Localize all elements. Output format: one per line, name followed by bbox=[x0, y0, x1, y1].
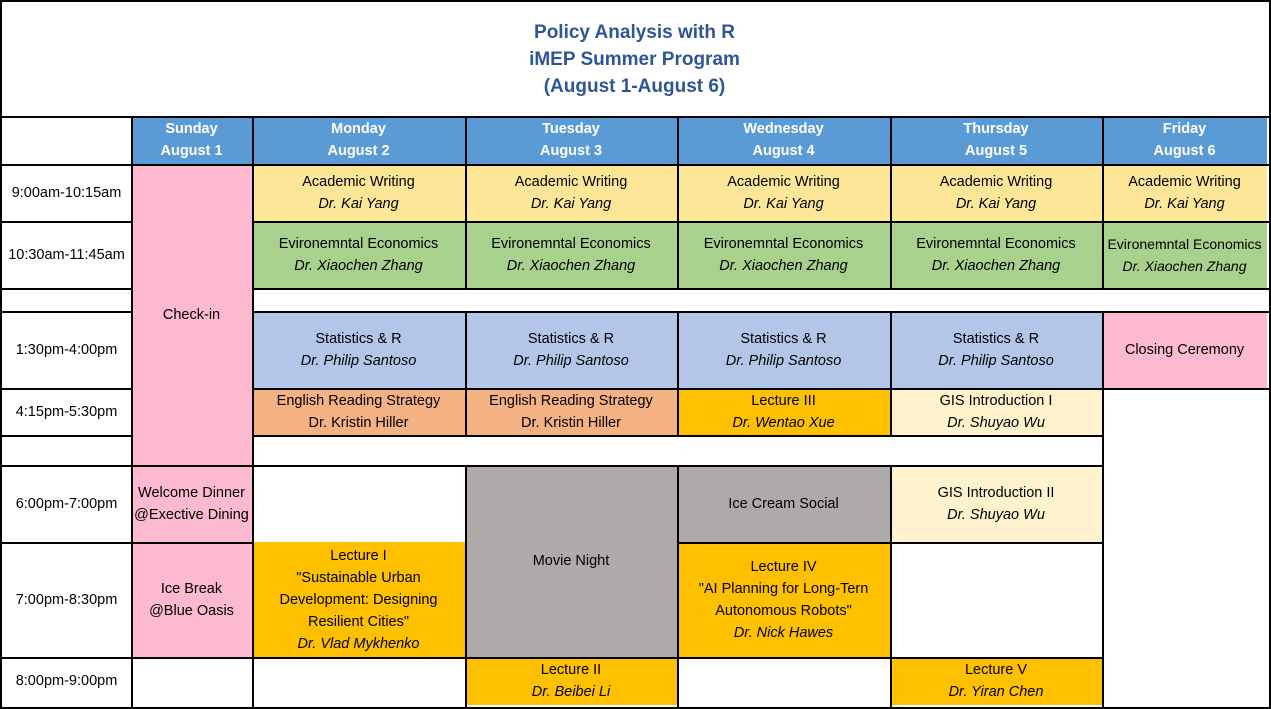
event-closing-ceremony bbox=[1102, 311, 1267, 388]
event-academic-writing bbox=[890, 164, 1102, 221]
event-academic-writing bbox=[1102, 164, 1267, 221]
day-date: August 5 bbox=[964, 143, 1028, 159]
grid-line bbox=[0, 311, 133, 313]
event-title: Academic Writing bbox=[939, 173, 1053, 190]
grid-line bbox=[677, 542, 1104, 544]
event-title: Lecture II bbox=[540, 662, 602, 678]
event-title: Evironemntal Economics bbox=[491, 235, 651, 252]
schedule-title bbox=[2, 2, 1267, 116]
event-title: English Reading Strategy bbox=[276, 392, 441, 409]
event-instructor: Dr. Kai Yang bbox=[318, 195, 399, 212]
event-title: Academic Writing bbox=[1128, 173, 1241, 190]
day-date: August 2 bbox=[327, 143, 390, 159]
grid-line bbox=[677, 116, 679, 166]
event-gis-intro-2 bbox=[890, 465, 1102, 542]
grid-line bbox=[0, 0, 1271, 2]
event-title: Statistics & R bbox=[315, 330, 402, 347]
event-instructor: Dr. Kristin Hiller bbox=[308, 414, 409, 431]
event-lecture-3 bbox=[677, 388, 890, 435]
time-text: 10:30am-11:45am bbox=[8, 246, 125, 263]
event-movie-night bbox=[465, 465, 677, 657]
event-instructor: Dr. Xiaochen Zhang bbox=[506, 257, 636, 274]
event-check-in bbox=[131, 164, 252, 465]
event-instructor: Dr. Philip Santoso bbox=[513, 352, 629, 369]
event-instructor: Dr. Kai Yang bbox=[1144, 195, 1225, 212]
grid-line bbox=[0, 542, 133, 544]
time-label bbox=[2, 657, 131, 705]
grid-line bbox=[677, 311, 679, 437]
event-instructor: Dr. Philip Santoso bbox=[300, 352, 417, 369]
title-line-1: Policy Analysis with R bbox=[534, 21, 735, 43]
event-topic: "AI Planning for Long-Tern bbox=[698, 580, 869, 597]
day-name: Thursday bbox=[963, 121, 1029, 137]
title-line-2: iMEP Summer Program bbox=[529, 48, 740, 70]
grid-line bbox=[890, 164, 892, 290]
event-topic: "Sustainable Urban bbox=[296, 569, 421, 586]
event-title: Lecture IV bbox=[750, 558, 817, 575]
event-lecture-5 bbox=[890, 657, 1102, 705]
event-ice-break bbox=[131, 542, 252, 657]
event-title: Lecture I bbox=[330, 547, 387, 564]
grid-line bbox=[0, 465, 133, 467]
header-friday bbox=[1102, 116, 1267, 164]
event-academic-writing bbox=[252, 164, 465, 221]
grid-line bbox=[890, 465, 892, 709]
event-english-reading bbox=[252, 388, 465, 435]
event-title: Check-in bbox=[162, 306, 221, 323]
event-instructor: Dr. Beibei Li bbox=[531, 684, 611, 700]
grid-line bbox=[252, 311, 1271, 313]
event-instructor: Dr. Kai Yang bbox=[530, 195, 612, 212]
grid-line bbox=[252, 116, 254, 166]
event-title: Evironemntal Economics bbox=[1107, 235, 1262, 252]
time-text: 7:00pm-8:30pm bbox=[15, 591, 118, 608]
time-text: 8:00pm-9:00pm bbox=[15, 673, 118, 689]
event-instructor: Dr. Shuyao Wu bbox=[947, 506, 1045, 523]
event-environmental-economics bbox=[890, 221, 1102, 288]
event-instructor: Dr. Xiaochen Zhang bbox=[1122, 257, 1247, 274]
event-instructor: Dr. Xiaochen Zhang bbox=[931, 257, 1061, 274]
grid-line bbox=[252, 288, 1271, 290]
event-environmental-economics bbox=[465, 221, 677, 288]
event-statistics-r bbox=[252, 311, 465, 388]
event-environmental-economics bbox=[1102, 221, 1267, 288]
event-title: Statistics & R bbox=[952, 330, 1040, 347]
event-instructor: Dr. Shuyao Wu bbox=[947, 414, 1045, 431]
event-instructor: Dr. Xiaochen Zhang bbox=[719, 257, 848, 274]
event-instructor: Dr. Philip Santoso bbox=[725, 352, 842, 369]
event-statistics-r bbox=[465, 311, 677, 388]
event-instructor: Dr. Vlad Mykhenko bbox=[297, 635, 420, 652]
event-title: Statistics & R bbox=[740, 330, 827, 347]
grid-line bbox=[1102, 116, 1104, 166]
day-name: Friday bbox=[1162, 121, 1207, 137]
event-location: @Exective Dining bbox=[134, 506, 249, 523]
grid-line bbox=[677, 164, 679, 290]
header-tuesday bbox=[465, 116, 677, 164]
day-name: Wednesday bbox=[743, 121, 824, 137]
grid-line bbox=[0, 221, 133, 223]
grid-line bbox=[677, 465, 679, 709]
event-title: Welcome Dinner bbox=[138, 484, 245, 501]
event-instructor: Dr. Nick Hawes bbox=[733, 624, 834, 641]
day-date: August 1 bbox=[160, 143, 223, 159]
event-title: Evironemntal Economics bbox=[703, 235, 864, 252]
time-text: 6:00pm-7:00pm bbox=[15, 495, 118, 512]
header-wednesday bbox=[677, 116, 890, 164]
event-title: Ice Cream Social bbox=[728, 495, 839, 512]
event-title: Lecture V bbox=[964, 662, 1028, 678]
event-lecture-1 bbox=[252, 542, 465, 657]
grid-line bbox=[0, 288, 133, 290]
event-instructor: Dr. Kristin Hiller bbox=[521, 414, 621, 431]
event-instructor: Dr. Philip Santoso bbox=[938, 352, 1054, 369]
grid-line bbox=[890, 116, 892, 166]
time-text: 4:15pm-5:30pm bbox=[15, 403, 118, 420]
title-line-3: (August 1-August 6) bbox=[543, 75, 726, 97]
event-academic-writing bbox=[677, 164, 890, 221]
event-title: Statistics & R bbox=[527, 330, 615, 347]
event-statistics-r bbox=[677, 311, 890, 388]
event-title: GIS Introduction II bbox=[937, 484, 1055, 501]
event-instructor: Dr. Yiran Chen bbox=[948, 684, 1044, 700]
grid-line bbox=[131, 542, 254, 544]
event-topic: Resilient Cities" bbox=[307, 613, 410, 630]
time-label bbox=[2, 388, 131, 435]
event-lecture-4 bbox=[677, 542, 890, 657]
event-title: GIS Introduction I bbox=[939, 392, 1053, 409]
event-instructor: Dr. Wentao Xue bbox=[732, 414, 835, 431]
event-statistics-r bbox=[890, 311, 1102, 388]
grid-line bbox=[131, 465, 254, 467]
event-title: English Reading Strategy bbox=[489, 392, 653, 409]
event-title: Ice Break bbox=[160, 580, 223, 597]
grid-line bbox=[131, 657, 254, 659]
time-text: 1:30pm-4:00pm bbox=[15, 341, 118, 358]
grid-line bbox=[0, 0, 2, 709]
event-instructor: Dr. Kai Yang bbox=[955, 195, 1037, 212]
event-topic: Development: Designing bbox=[279, 591, 438, 608]
event-instructor: Dr. Kai Yang bbox=[743, 195, 824, 212]
grid-line bbox=[465, 465, 467, 709]
day-name: Tuesday bbox=[542, 121, 600, 137]
time-label bbox=[2, 221, 131, 288]
grid-line bbox=[465, 164, 467, 290]
event-english-reading bbox=[465, 388, 677, 435]
event-welcome-dinner bbox=[131, 465, 252, 542]
grid-line bbox=[0, 435, 133, 437]
event-lecture-2 bbox=[465, 657, 677, 705]
grid-line bbox=[252, 221, 1271, 223]
time-label bbox=[2, 542, 131, 657]
grid-line bbox=[0, 657, 133, 659]
event-environmental-economics bbox=[677, 221, 890, 288]
day-date: August 4 bbox=[752, 143, 815, 159]
time-label bbox=[2, 465, 131, 542]
day-name: Sunday bbox=[165, 121, 218, 137]
grid-line bbox=[465, 311, 467, 437]
grid-line bbox=[0, 116, 1271, 118]
grid-line bbox=[0, 388, 133, 390]
event-title: Academic Writing bbox=[302, 173, 415, 190]
event-location: @Blue Oasis bbox=[149, 602, 234, 619]
event-title: Movie Night bbox=[532, 553, 610, 569]
time-label bbox=[2, 164, 131, 221]
grid-line bbox=[1102, 164, 1104, 290]
grid-line bbox=[252, 388, 1271, 390]
header-thursday bbox=[890, 116, 1102, 164]
grid-line bbox=[131, 116, 133, 166]
event-topic: Autonomous Robots" bbox=[715, 602, 852, 619]
day-date: August 6 bbox=[1153, 143, 1216, 159]
event-title: Evironemntal Economics bbox=[916, 235, 1076, 252]
time-text: 9:00am-10:15am bbox=[11, 184, 122, 201]
grid-line bbox=[1102, 388, 1104, 709]
event-title: Evironemntal Economics bbox=[278, 235, 439, 252]
header-monday bbox=[252, 116, 465, 164]
event-academic-writing bbox=[465, 164, 677, 221]
event-instructor: Dr. Xiaochen Zhang bbox=[294, 257, 423, 274]
grid-line bbox=[890, 311, 892, 437]
time-label bbox=[2, 311, 131, 388]
day-name: Monday bbox=[331, 121, 386, 137]
header-sunday bbox=[131, 116, 252, 164]
grid-line bbox=[252, 657, 1104, 659]
grid-line bbox=[465, 116, 467, 166]
event-title: Closing Ceremony bbox=[1124, 341, 1245, 358]
day-date: August 3 bbox=[539, 143, 603, 159]
event-title: Lecture III bbox=[751, 392, 816, 409]
event-title: Academic Writing bbox=[514, 173, 628, 190]
event-environmental-economics bbox=[252, 221, 465, 288]
grid-line bbox=[0, 164, 1271, 166]
event-ice-cream-social bbox=[677, 465, 890, 542]
event-title: Academic Writing bbox=[727, 173, 840, 190]
event-gis-intro-1 bbox=[890, 388, 1102, 435]
